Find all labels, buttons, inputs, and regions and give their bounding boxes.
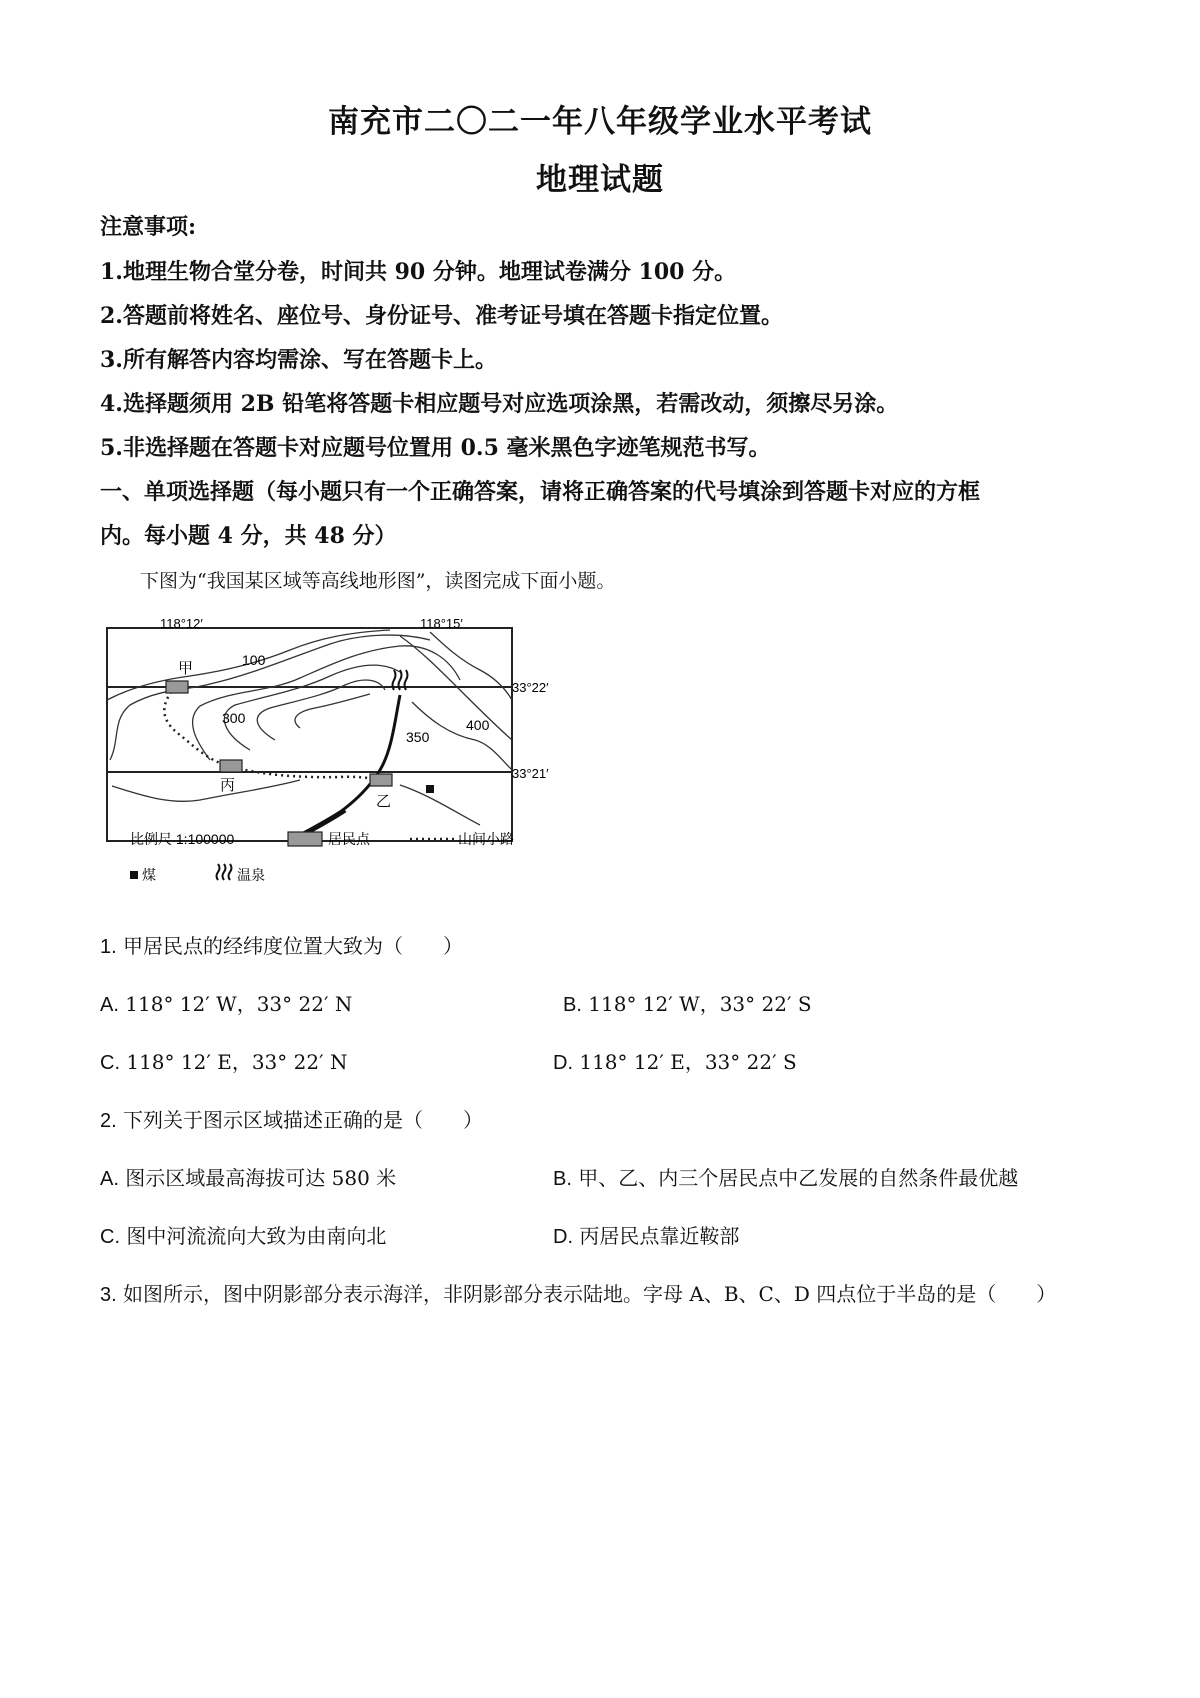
question-stem: 甲居民点的经纬度位置大致为（ ）: [123, 934, 464, 958]
q2-option-a[interactable]: [100, 1162, 396, 1191]
place-label-jia: 甲: [178, 660, 194, 677]
legend-settlement-symbol: [288, 832, 322, 846]
option-letter: A.: [100, 1168, 119, 1190]
q2-option-d[interactable]: [553, 1220, 739, 1249]
option-text: 118° 12′ E，33° 22′ S: [579, 1050, 797, 1074]
legend-path: 山间小路: [458, 831, 514, 847]
legend-coal: 煤: [142, 867, 156, 883]
option-text: 丙居民点靠近鞍部: [579, 1224, 740, 1248]
question-number: 1.: [100, 936, 117, 958]
question-3: [100, 1278, 1056, 1307]
contour-lines: [107, 630, 512, 825]
option-text: 118° 12′ E，33° 22′ N: [126, 1050, 348, 1074]
section-heading: 一、单项选择题（每小题只有一个正确答案，请将正确答案的代号填涂到答题卡对应的方框: [100, 479, 981, 505]
section-heading-cont: 内。每小题 4 分，共 48 分）: [100, 523, 397, 549]
notice-item: 3.所有解答内容均需涂、写在答题卡上。: [100, 347, 497, 373]
figure-intro: 下图为“我国某区域等高线地形图”，读图完成下面小题。: [140, 570, 616, 592]
mountain-path: [164, 687, 382, 780]
lon-right-label: 118°15′: [420, 616, 463, 631]
q1-option-a[interactable]: [100, 988, 352, 1017]
option-text: 图中河流流向大致为由南向北: [126, 1224, 387, 1248]
question-2: [100, 1104, 483, 1133]
option-letter: C.: [100, 1052, 120, 1074]
option-text: 118° 12′ W，33° 22′ S: [588, 992, 812, 1016]
contour-label: 400: [466, 717, 490, 733]
coal-icon: [426, 785, 434, 793]
q2-option-c[interactable]: [100, 1220, 386, 1249]
contour-label: 100: [242, 652, 266, 668]
option-text: 118° 12′ W，33° 22′ N: [125, 992, 353, 1016]
q2-option-b[interactable]: [553, 1162, 1018, 1191]
option-text: 甲、乙、内三个居民点中乙发展的自然条件最优越: [578, 1166, 1019, 1190]
settlement-yi: [370, 774, 392, 786]
question-stem: 下列关于图示区域描述正确的是（ ）: [123, 1108, 484, 1132]
contour-label: 300: [222, 710, 246, 726]
contour-map: [100, 610, 549, 895]
option-letter: D.: [553, 1052, 573, 1074]
lat-bottom-label: 33°21′: [512, 766, 549, 781]
legend-spring: 温泉: [237, 867, 265, 883]
notice-item: 5.非选择题在答题卡对应题号位置用 0.5 毫米黑色字迹笔规范书写。: [100, 435, 771, 461]
place-label-bing: 丙: [220, 777, 236, 794]
legend-coal-symbol: [130, 871, 138, 879]
option-letter: A.: [100, 994, 119, 1016]
notice-heading: 注意事项:: [100, 214, 197, 240]
settlement-jia: [166, 681, 188, 693]
place-label-yi: 乙: [376, 793, 392, 810]
question-number: 2.: [100, 1110, 117, 1132]
option-text: 图示区域最高海拔可达 580 米: [125, 1166, 397, 1190]
page-subtitle: 地理试题: [536, 162, 664, 198]
question-stem: 如图所示，图中阴影部分表示海洋，非阴影部分表示陆地。字母 A、B、C、D 四点位于半岛的是（ ）: [123, 1282, 1057, 1306]
q1-option-c[interactable]: [100, 1046, 348, 1075]
notice-item: 1.地理生物合堂分卷，时间共 90 分钟。地理试卷满分 100 分。: [100, 259, 737, 285]
q1-option-d[interactable]: [553, 1046, 797, 1075]
q1-option-b[interactable]: [563, 988, 812, 1017]
contour-label: 350: [406, 729, 430, 745]
option-letter: C.: [100, 1226, 120, 1248]
lon-left-label: 118°12′: [160, 616, 203, 631]
notice-item: 4.选择题须用 2B 铅笔将答题卡相应题号对应选项涂黑，若需改动，须擦尽另涂。: [100, 391, 899, 417]
option-letter: B.: [553, 1168, 572, 1190]
page-title: 南充市二〇二一年八年级学业水平考试: [328, 104, 872, 140]
lat-top-label: 33°22′: [512, 680, 549, 695]
question-1: [100, 930, 463, 959]
question-number: 3.: [100, 1284, 117, 1306]
legend-spring-symbol: [217, 864, 232, 880]
option-letter: B.: [563, 994, 582, 1016]
notice-item: 2.答题前将姓名、座位号、身份证号、准考证号填在答题卡指定位置。: [100, 303, 783, 329]
settlement-bing: [220, 760, 242, 772]
legend-scale: 比例尺 1:100000: [130, 831, 235, 847]
river: [305, 695, 400, 834]
legend-settlement: 居民点: [328, 831, 370, 847]
option-letter: D.: [553, 1226, 573, 1248]
